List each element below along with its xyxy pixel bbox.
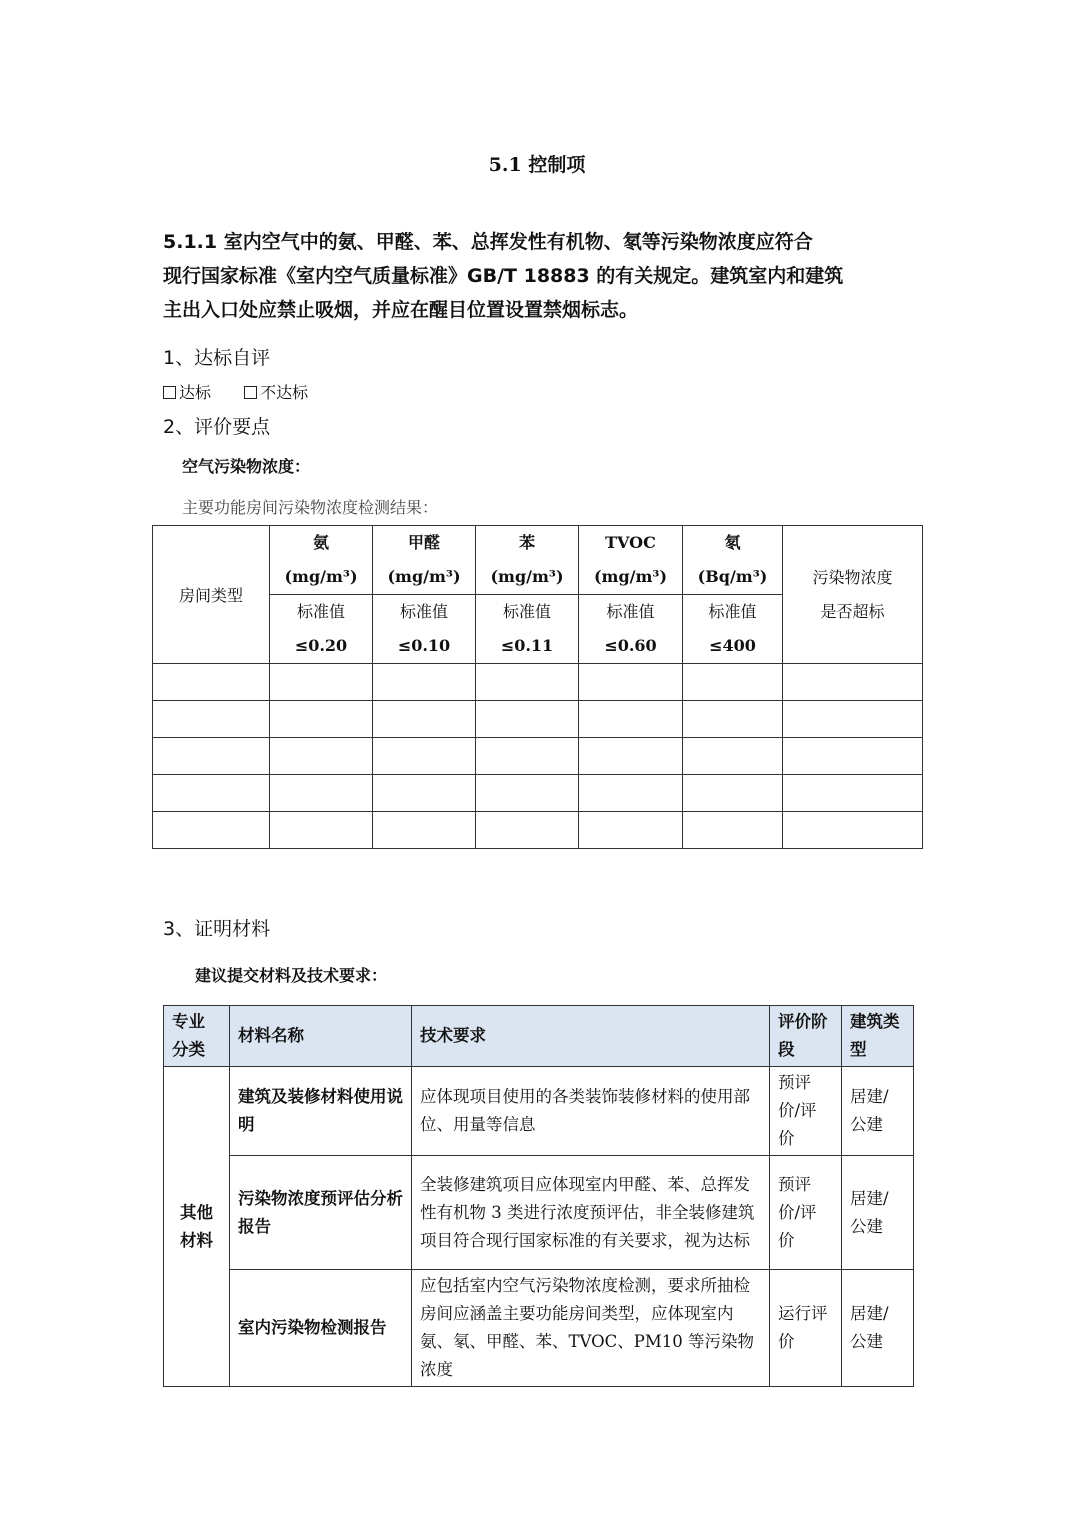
room-type-header: 房间类型 (153, 526, 270, 664)
section-2-subtitle: 空气污染物浓度： (182, 457, 311, 476)
table-row (164, 1156, 914, 1270)
material-type: 居建/公建 (842, 1270, 914, 1387)
material-requirement: 应包括室内空气污染物浓度检测，要求所抽检房间应涵盖主要功能房间类型，应体现室内氨、氡、甲醛、苯、TVOC、PM10 等污染物浓度 (412, 1270, 770, 1387)
table-row (153, 701, 923, 738)
section-2-title: 2、评价要点 (163, 416, 271, 438)
pollutant-header: 苯 (mg/m³) 标准值 ≤0.11 (476, 526, 579, 664)
table-caption: 主要功能房间污染物浓度检测结果： (182, 498, 439, 517)
checkbox-icon[interactable] (244, 386, 257, 399)
table-row (153, 775, 923, 812)
header-stage: 评价阶段 (770, 1006, 842, 1067)
header-category: 专业分类 (164, 1006, 230, 1067)
requirement-text (163, 225, 923, 327)
pollutant-header: 氨 (mg/m³) 标准值 ≤0.20 (270, 526, 373, 664)
header-material: 材料名称 (230, 1006, 412, 1067)
material-stage: 预评价/评价 (770, 1156, 842, 1270)
category-cell: 其他材料 (164, 1067, 230, 1387)
material-requirement: 全装修建筑项目应体现室内甲醛、苯、总挥发性有机物 3 类进行浓度预评估，非全装修建筑项目符合现行国家标准的有关要求，视为达标 (412, 1156, 770, 1270)
material-type: 居建/公建 (842, 1156, 914, 1270)
checkbox-icon[interactable] (163, 386, 176, 399)
material-name: 污染物浓度预评估分析报告 (230, 1156, 412, 1270)
option-pass[interactable]: 达标 (163, 383, 211, 402)
requirement-line: 主出入口处应禁止吸烟，并应在醒目位置设置禁烟标志。 (163, 299, 639, 321)
requirement-line: 5.1.1 室内空气中的氨、甲醛、苯、总挥发性有机物、氡等污染物浓度应符合 (163, 231, 813, 253)
self-eval-options (163, 380, 336, 403)
section-1-title: 1、达标自评 (163, 347, 271, 369)
material-stage: 运行评价 (770, 1270, 842, 1387)
material-requirement: 应体现项目使用的各类装饰装修材料的使用部位、用量等信息 (412, 1067, 770, 1156)
pollutant-header: 甲醛 (mg/m³) 标准值 ≤0.10 (373, 526, 476, 664)
material-stage: 预评价/评价 (770, 1067, 842, 1156)
exceed-header: 污染物浓度 是否超标 (783, 526, 923, 664)
page-title: 5.1 控制项 (488, 154, 586, 176)
table-row (153, 664, 923, 701)
header-building-type: 建筑类型 (842, 1006, 914, 1067)
option-fail[interactable]: 不达标 (244, 383, 308, 402)
table-row (164, 1270, 914, 1387)
section-3-subtitle: 建议提交材料及技术要求： (195, 966, 388, 985)
pollutant-table (152, 525, 923, 849)
material-name: 室内污染物检测报告 (230, 1270, 412, 1387)
pollutant-header: TVOC (mg/m³) 标准值 ≤0.60 (579, 526, 683, 664)
material-name: 建筑及装修材料使用说明 (230, 1067, 412, 1156)
table-row (153, 738, 923, 775)
requirement-line: 现行国家标准《室内空气质量标准》GB/T 18883 的有关规定。建筑室内和建筑 (163, 265, 844, 287)
material-type: 居建/公建 (842, 1067, 914, 1156)
pollutant-header: 氡 (Bq/m³) 标准值 ≤400 (683, 526, 783, 664)
header-requirement: 技术要求 (412, 1006, 770, 1067)
table-row (153, 812, 923, 849)
section-3-title: 3、证明材料 (163, 918, 271, 940)
materials-table (163, 1005, 914, 1387)
table-row (164, 1067, 914, 1156)
